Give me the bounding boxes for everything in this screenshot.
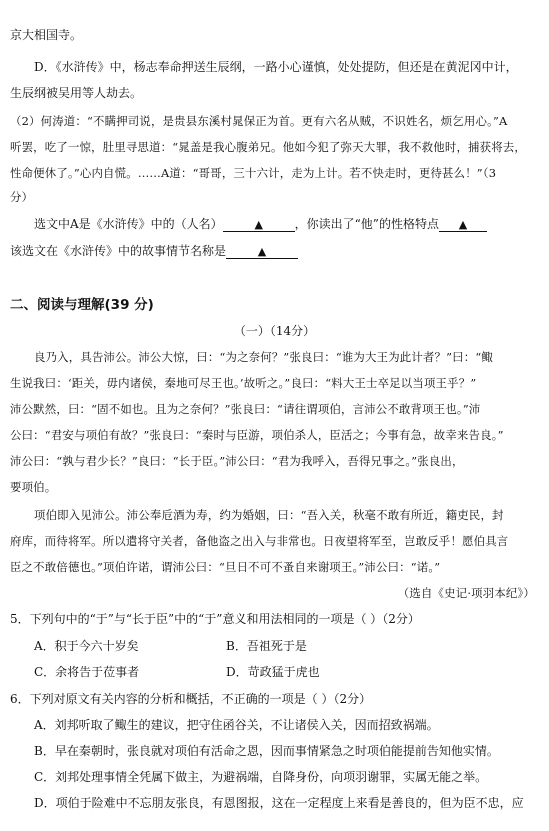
answer-blank[interactable]	[439, 218, 487, 232]
excerpt-line: 分）	[10, 190, 34, 204]
passage-line: 项伯即入见沛公。沛公奉卮酒为寿，约为婚姻，曰：“吾入关，秋毫不敢有所近，籍吏民，封	[34, 508, 504, 522]
q6-option-d[interactable]: D．项伯于险难中不忘朋友张良，有恩图报，这在一定程度上来看是善良的，但为臣不忠，应	[34, 796, 524, 810]
section-subtitle: （一）（14分）	[233, 324, 316, 338]
triangle-icon: ▲	[458, 218, 468, 231]
q6-option-a[interactable]: A．刘邦听取了鲰生的建议，把守住函谷关，不让诸侯入关，因而招致祸端。	[34, 718, 439, 732]
q5-option-d[interactable]: D．苛政猛于虎也	[226, 665, 320, 679]
question-6-stem: 6．下列对原文有关内容的分析和概括，不正确的一项是（ ）（2分）	[10, 692, 372, 706]
question-fill-line	[34, 216, 541, 232]
text-line: 京大相国寺。	[10, 28, 83, 42]
answer-blank[interactable]	[223, 218, 295, 232]
excerpt-line: 性命便休了。”心内自慌。……A道：“哥哥，三十六计，走为上计。若不快走时，更待甚么！”（3	[10, 166, 497, 180]
passage-line: 府库，而待将军。所以遣将守关者，备他盗之出入与非常也。日夜望将军至，岂敢反乎！愿伯具言	[10, 534, 509, 548]
question-text: ，你读出了“他”的性格特点	[294, 217, 439, 231]
triangle-icon: ▲	[257, 245, 267, 258]
question-text: 选文中A是《水浒传》中的（人名）	[34, 217, 223, 231]
option-d-line: D．《水浒传》中，杨志奉命押送生辰纲，一路小心谨慎，处处提防，但还是在黄泥冈中计，	[34, 60, 518, 74]
question-fill-line	[10, 243, 541, 259]
excerpt-line: 听罢，吃了一惊，肚里寻思道：“晁盖是我心腹弟兄。他如今犯了弥天大罪，我不救他时，捕获将去，	[10, 140, 527, 154]
passage-line: 良乃入，具告沛公。沛公大惊，曰：“为之奈何？”张良曰：“谁为大王为此计者？”曰：“鲰	[34, 350, 493, 364]
passage-line: 要项伯。	[10, 480, 57, 494]
passage-line: 臣之不敢倍德也。”项伯许诺，谓沛公曰：“旦日不可不蚤自来谢项王。”沛公曰：“诺。”	[10, 560, 441, 574]
q5-option-c[interactable]: C．余将告于莅事者	[34, 665, 140, 679]
passage-source: （选自《史记·项羽本纪》）	[397, 586, 535, 600]
passage-line: 公曰：“君安与项伯有故？”张良曰：“秦时与臣游，项伯杀人，臣活之；今事有急，故幸来告良。”	[10, 428, 504, 442]
excerpt-line: （2）何涛道：“不瞒押司说，是贵县东溪村晁保正为首。更有六名从贼，不识姓名，烦乞用心。”A	[10, 114, 508, 128]
question-text: 该选文在《水浒传》中的故事情节名称是	[10, 244, 227, 258]
passage-line: 沛公曰：“孰与君少长？”良曰：“长于臣。”沛公曰：“君为我呼入，吾得兄事之。”张良出，	[10, 454, 464, 468]
text-line: 生辰纲被吴用等人劫去。	[10, 86, 143, 100]
q5-option-b[interactable]: B．吾祖死于是	[226, 639, 307, 653]
question-5-stem: 5．下列句中的“于”与“长于臣”中的“于”意义和用法相同的一项是（ ）（2分）	[10, 612, 420, 626]
passage-line: 沛公默然，曰：“固不如也。且为之奈何？”张良曰：“请往谓项伯，言沛公不敢背项王也。”沛	[10, 402, 481, 416]
q6-option-c[interactable]: C．刘邦处理事情全凭属下做主，为避祸端，自降身份，向项羽谢罪，实属无能之举。	[34, 770, 488, 784]
q6-option-b[interactable]: B．早在秦朝时，张良就对项伯有活命之恩，因而事情紧急之时项伯能提前告知他实情。	[34, 744, 499, 758]
section-title: 二、阅读与理解(39 分)	[10, 297, 154, 313]
q5-option-a[interactable]: A．积于今六十岁矣	[34, 639, 139, 653]
triangle-icon: ▲	[254, 218, 263, 231]
passage-line: 生说我曰：‘距关，毋内诸侯，秦地可尽王也。’故听之。”良曰：“料大王士卒足以当项王乎？”	[10, 376, 477, 390]
answer-blank[interactable]	[226, 245, 298, 259]
